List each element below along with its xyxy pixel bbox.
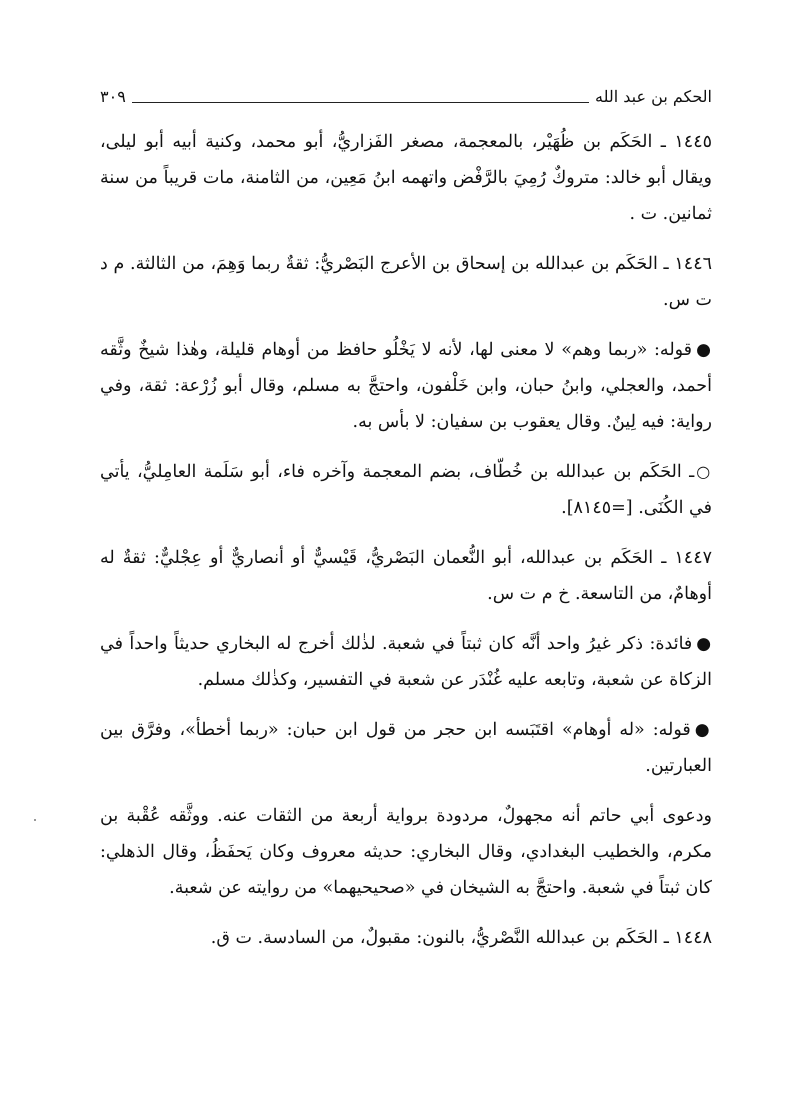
header-title: الحكم بن عبد الله [595, 87, 712, 106]
bullet-icon: ● [694, 720, 712, 740]
note-1446 [100, 332, 712, 440]
note-text: ودعوى أبي حاتم أنه مجهولٌ، مردودة برواية أربعة من الثقات عنه. ووثَّقه عُقْبة بن مكرم، والخطيب البغدادي، وقال البخاري: حديثه معروف وكان يَحفَظُ، وقال الذهلي: كان ثبتاً في شعبة. واحتجَّ به الشيخان في «صحيحيهما» من روايته عن شعبة. [100, 806, 712, 898]
note-text: قوله: «ربما وهم» لا معنى لها، لأنه لا يَخْلُو حافظ من أوهام قليلة، وهٰذا شيخٌ وثَّقه أحمد، والعجلي، وابنُ حبان، وابن خَلْفون، واحتجَّ به مسلم، وقال أبو زُرْعة: ثقة، وفي رواية: فيه لِينٌ. وقال يعقوب بن سفيان: لا بأس به. [100, 340, 712, 432]
note-1447-benefit [100, 626, 712, 698]
entry-1445 [100, 124, 712, 232]
entry-text: ١٤٤٧ ـ الحَكَم بن عبدالله، أبو النُّعمان البَصْريُّ، قَيْسيٌّ أو أنصاريٌّ أو عِجْليٌّ: ثقةٌ له أوهامٌ، من التاسعة. خ م ت س. [100, 548, 712, 604]
page-number: ٣٠٩ [100, 87, 126, 106]
note-1447-quote [100, 712, 712, 784]
bullet-icon: ● [696, 634, 712, 654]
bullet-icon: ● [696, 340, 712, 360]
entry-1448 [100, 920, 712, 956]
entry-1446 [100, 246, 712, 318]
note-1447-claim [100, 798, 712, 906]
margin-mark [34, 819, 36, 821]
running-header [100, 78, 712, 108]
entry-1447 [100, 540, 712, 612]
note-text: قوله: «له أوهام» اقتَبَسه ابن حجر من قول ابن حبان: «ربما أخطأ»، وفرَّق بين العبارتين. [100, 720, 712, 776]
entry-text: ١٤٤٦ ـ الحَكَم بن عبدالله بن إسحاق بن الأعرج البَصْريُّ: ثقةٌ ربما وَهِمَ، من الثالثة. م د ت س. [100, 254, 712, 310]
entry-text: ـ الحَكَم بن عبدالله بن خُطّاف، بضم المعجمة وآخره فاء، أبو سَلَمة العامِليُّ، يأتي في الكُنَى. [=٨١٤٥]. [100, 462, 712, 518]
note-text: فائدة: ذكر غيرُ واحد أنَّه كان ثبتاً في شعبة. لذٰلك أخرج له البخاري حديثاً واحداً في الزكاة عن شعبة، وتابعه عليه غُنْدَر عن شعبة في التفسير، وكذٰلك مسلم. [100, 634, 712, 690]
header-rule [132, 102, 589, 103]
entry-text: ١٤٤٥ ـ الحَكَم بن ظُهَيْر، بالمعجمة، مصغر الفَزاريُّ، أبو محمد، وكنية أبيه أبو ليلى، ويقال أبو خالد: متروكٌ رُمِيَ بالرَّفْض واتهمه ابنُ مَعِين، من الثامنة، مات قريباً من سنة ثمانين. ت . [100, 132, 712, 224]
book-page [100, 78, 712, 1078]
entry-text: ١٤٤٨ ـ الحَكَم بن عبدالله النَّصْريُّ، بالنون: مقبولٌ، من السادسة. ت ق. [210, 928, 712, 948]
cross-reference-entry [100, 454, 712, 526]
circle-icon: ○ [696, 462, 713, 481]
